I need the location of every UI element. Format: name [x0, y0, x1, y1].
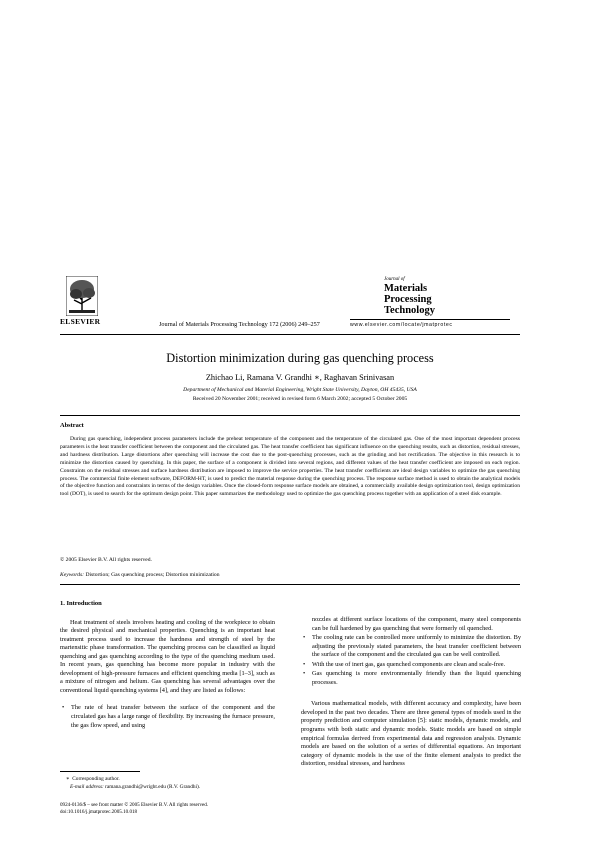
body-column-left — [60, 600, 275, 731]
list-item: • Gas quenching is more environmentally friendly than the liquid quenching processes. — [301, 670, 521, 687]
paper-title: Distortion minimization during gas quenching process — [166, 351, 434, 365]
abstract-text: During gas quenching, independent process parameters include the preheat temperature of the component and the temperature of the circulated gas. One of the most important dependent process parameters is the heat transfer coefficient between the component and the circulated gas. The heat transfer coefficient has significant influence on the quenching results, such as distortion, residual stresses, and hardness distribution. Large distortions after quenching will increase the cost due to the post-quenching processes, such as the grinding and hot rectification. The objective in this research is to minimize the distortion caused by quenching. In this paper, the surface of a component is divided into several regions, and different values of the heat transfer coefficient are imposed on each region. Constraints on the residual stresses and surface hardness distribution are imposed to improve the service properties. The heat transfer coefficients are ideal design variables to optimize the gas quenching process. The commercial finite element software, DEFORM-HT, is used to predict the material response during the quenching process. The response surface method is used to obtain the analytical models of the objective function and constraints in terms of the design variables. Once the closed-form response surface models are obtained, a commercially available design optimization tool, design optimization tool (DOT), is used to search for the optimum design point. This paper summarizes the methodology used to optimize the gas quenching process together with an application of a steel disk example. — [60, 436, 520, 498]
journal-logo-line: Materials — [384, 283, 428, 294]
journal-citation: Journal of Materials Processing Technology 172 (2006) 249–257 — [159, 321, 320, 328]
paragraph: Heat treatment of steels involves heating and cooling of the workpiece to obtain the desired physical and mechanical properties. Quenching is an important heat treatment process used to increase the hardness and strength of steel by the martensitic phase transformation. The quenching process can be classified as liquid quenching and gas quenching according to the type of the quenching medium used. In recent years, gas quenching has become more popular in industry with the development of high-pressure furnaces and efficient quenching media [1–3], such as a mixture of nitrogen and helium. Gas quenching has several advantages over the conventional liquid quenching systems [4], and they are listed as follows: — [60, 618, 275, 694]
doi-line: doi:10.1016/j.jmatprotec.2005.10.018 — [60, 808, 138, 815]
footnote-rule — [60, 771, 140, 772]
paragraph: Various mathematical models, with different accuracy and complexity, have been developed in the past two decades. There are three general types of models used in the property prediction and computer simulation [5]: static models, dynamic models, and programs with both static and dynamic models. Static models are based on simple empirical formulas derived from experimental data and regression analysis. Dynamic models are based on the solution of a series of differential equations. An important category of dynamic models is the use of the finite element analysis to predict the distortion, residual stresses, and hardness — [301, 700, 521, 768]
keywords-text: Distortion; Gas quenching process; Distortion minimization — [85, 572, 220, 578]
list-item: • The rate of heat transfer between the surface of the component and the circulated gas has a large range of flexibility. By increasing the furnace pressure, the gas flow speed, and using — [60, 704, 275, 730]
email-address: ramana.grandhi@wright.edu (R.V. Grandhi). — [105, 784, 201, 790]
section-heading: 1. Introduction — [60, 600, 102, 607]
journal-logo — [350, 277, 510, 335]
keywords — [60, 572, 220, 578]
journal-logo-rule — [350, 319, 510, 320]
publisher-logo — [60, 276, 104, 328]
copyright-notice: © 2005 Elsevier B.V. All rights reserved. — [60, 557, 152, 563]
header-rule — [60, 334, 520, 335]
journal-url: www.elsevier.com/locate/jmatprotec — [350, 322, 453, 328]
body-column-right — [301, 616, 521, 769]
advantages-list — [60, 704, 275, 730]
article-history: Received 20 November 2001; received in revised form 6 March 2002; accepted 5 October 2005 — [192, 396, 408, 402]
publisher-name: ELSEVIER — [60, 317, 101, 326]
elsevier-tree-icon — [66, 276, 98, 316]
author-list: Zhichao Li, Ramana V. Grandhi ∗, Raghavan Srinivasan — [205, 373, 395, 382]
list-item: • With the use of inert gas, gas quenched components are clean and scale-free. — [301, 661, 521, 670]
abstract-rule-top — [60, 415, 520, 416]
issn-line: 0924-0136/$ – see front matter © 2005 Elsevier B.V. All rights reserved. — [60, 802, 209, 808]
journal-logo-line: Processing — [384, 294, 432, 305]
issn-doi-block — [60, 802, 208, 816]
list-item: • The cooling rate can be controlled more uniformly to minimize the distortion. By adjusting the previously stated parameters, the heat transfer coefficient between the surface of the component and the circulated gas can be well controlled. — [301, 634, 521, 660]
list-item-continued: nozzles at different surface locations of the component, many steel components can be full hardened by gas quenching that were formerly oil quenched. — [312, 616, 521, 632]
journal-logo-prefix: Journal of — [384, 277, 405, 282]
affiliation: Department of Mechanical and Material Engineering, Wright State University, Dayton, OH 45435, USA — [183, 387, 417, 393]
advantages-list-continued — [301, 634, 521, 687]
footnote-marker: ∗ — [66, 776, 70, 782]
abstract-heading: Abstract — [60, 422, 84, 429]
abstract-rule-bottom — [60, 584, 520, 585]
journal-logo-line: Technology — [384, 305, 435, 316]
footnote — [66, 775, 200, 791]
keywords-label: Keywords: — [60, 572, 85, 578]
email-label: E-mail address: — [69, 784, 104, 790]
footnote-label: Corresponding author. — [72, 776, 120, 782]
